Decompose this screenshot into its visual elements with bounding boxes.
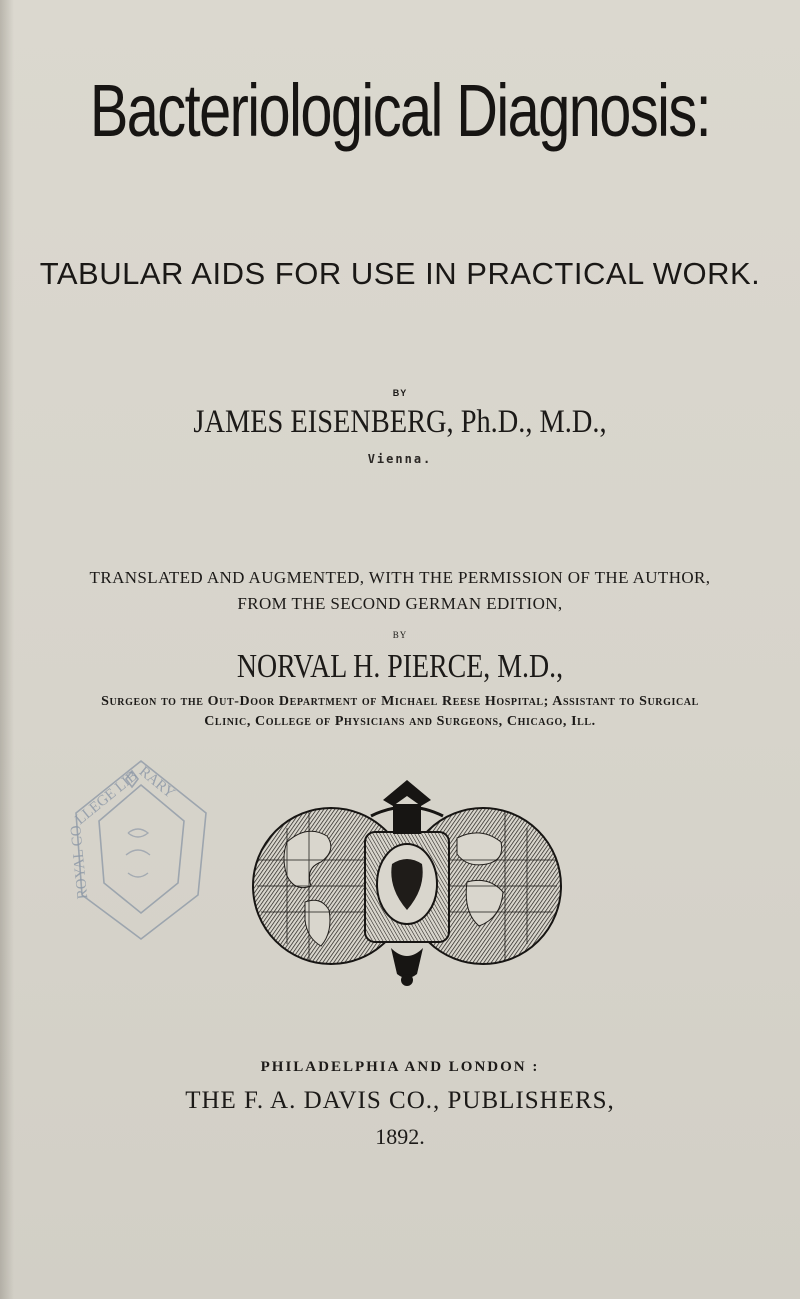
publisher-emblem-icon bbox=[247, 772, 567, 988]
author-by-label: BY bbox=[392, 388, 408, 398]
imprint-place: PHILADELPHIA AND LONDON : bbox=[260, 1059, 540, 1075]
translator-by-label: BY bbox=[392, 630, 408, 640]
translation-note-line-2: FROM THE SECOND GERMAN EDITION, bbox=[237, 594, 563, 613]
author-city: Vienna. bbox=[367, 452, 433, 466]
translator-credentials-line-1: Surgeon to the Out-Door Department of Michael Reese Hospital; Assistant to Surgical bbox=[101, 694, 699, 709]
translator-credentials-line-2: Clinic, College of Physicians and Surgeons, Chicago, Ill. bbox=[204, 714, 596, 729]
author-name: JAMES EISENBERG, Ph.D., M.D., bbox=[193, 404, 607, 440]
imprint-year: 1892. bbox=[375, 1124, 425, 1149]
library-stamp-icon bbox=[66, 755, 216, 945]
translation-note-line-1: TRANSLATED AND AUGMENTED, WITH THE PERMISSION OF THE AUTHOR, bbox=[89, 568, 711, 587]
translator-credentials bbox=[0, 692, 800, 732]
translation-note bbox=[0, 565, 800, 617]
translator-name: NORVAL H. PIERCE, M.D., bbox=[236, 648, 564, 685]
svg-text:ROYAL COLLEGE LIBRARY: ROYAL COLLEGE LIBRARY bbox=[68, 763, 178, 900]
book-title: Bacteriological Diagnosis: bbox=[89, 69, 711, 152]
imprint-publisher: THE F. A. DAVIS CO., PUBLISHERS, bbox=[185, 1087, 615, 1114]
book-subtitle: TABULAR AIDS FOR USE IN PRACTICAL WORK. bbox=[39, 256, 761, 291]
